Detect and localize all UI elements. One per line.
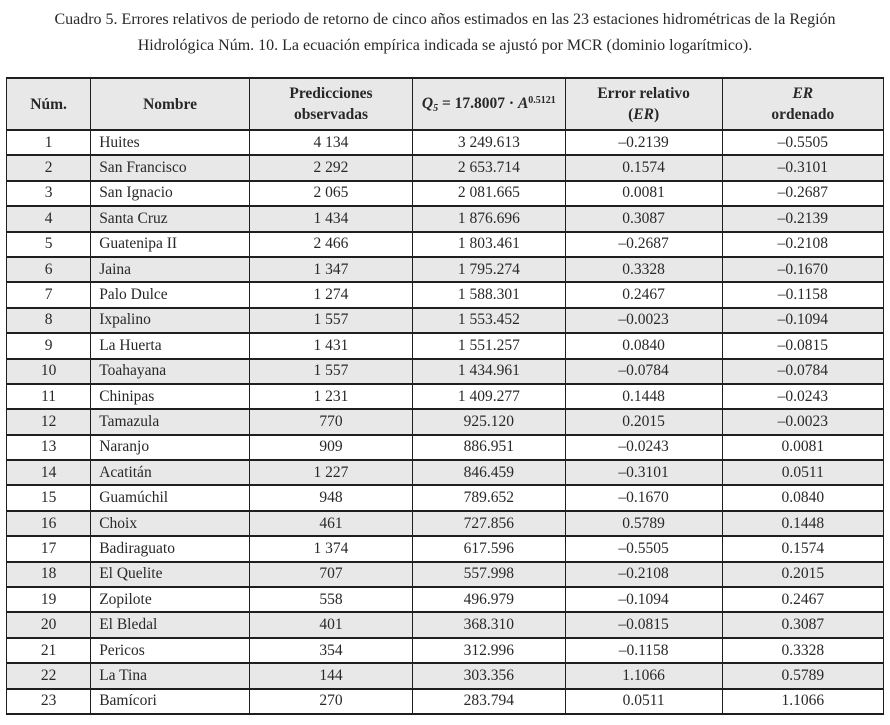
cell-num: 16 <box>7 511 91 536</box>
cell-error-relativo: 0.3328 <box>565 257 722 282</box>
cell-q5: 846.459 <box>413 460 566 485</box>
data-table <box>6 77 884 715</box>
cell-q5: 303.356 <box>413 663 566 688</box>
cell-num: 9 <box>7 333 91 358</box>
cell-nombre: Huites <box>91 130 250 155</box>
caption-line-1: Cuadro 5. Errores relativos de periodo de retorno de cinco años estimados en las 23 estaciones hidrométricas de la Región <box>54 11 836 28</box>
cell-num: 7 <box>7 282 91 307</box>
cell-num: 8 <box>7 308 91 333</box>
formula-coefficient: = 17.8007 · <box>438 94 518 112</box>
cell-num: 4 <box>7 206 91 231</box>
cell-q5: 3 249.613 <box>413 130 566 155</box>
col-header-num-label: Núm. <box>30 95 67 113</box>
cell-predicciones: 1 227 <box>249 460 412 485</box>
cell-q5: 557.998 <box>413 562 566 587</box>
cell-predicciones: 909 <box>249 435 412 460</box>
cell-er-ordenado: 0.1448 <box>722 511 883 536</box>
cell-error-relativo: 0.5789 <box>565 511 722 536</box>
cell-er-ordenado: 0.0511 <box>722 460 883 485</box>
cell-er-ordenado: 1.1066 <box>722 689 883 714</box>
cell-predicciones: 2 292 <box>249 155 412 180</box>
cell-nombre: Tamazula <box>91 409 250 434</box>
cell-error-relativo: –0.1158 <box>565 638 722 663</box>
cell-num: 15 <box>7 485 91 510</box>
table-row <box>7 485 884 510</box>
cell-nombre: El Quelite <box>91 562 250 587</box>
cell-predicciones: 707 <box>249 562 412 587</box>
cell-q5: 312.996 <box>413 638 566 663</box>
cell-error-relativo: –0.5505 <box>565 536 722 561</box>
cell-nombre: Pericos <box>91 638 250 663</box>
cell-q5: 1 795.274 <box>413 257 566 282</box>
cell-num: 13 <box>7 435 91 460</box>
table-row <box>7 308 884 333</box>
cell-er-ordenado: 0.3087 <box>722 612 883 637</box>
cell-error-relativo: –0.0784 <box>565 359 722 384</box>
col-header-er-ordenado <box>722 78 883 130</box>
er-ordenado-line1: ER <box>792 85 814 102</box>
table-caption <box>0 7 890 59</box>
cell-num: 2 <box>7 155 91 180</box>
cell-nombre: La Huerta <box>91 333 250 358</box>
cell-num: 3 <box>7 181 91 206</box>
cell-nombre: El Bledal <box>91 612 250 637</box>
predicciones-line2: observadas <box>293 106 369 123</box>
cell-nombre: Choix <box>91 511 250 536</box>
cell-er-ordenado: –0.2108 <box>722 232 883 257</box>
cell-num: 11 <box>7 384 91 409</box>
cell-er-ordenado: –0.5505 <box>722 130 883 155</box>
table-row <box>7 232 884 257</box>
cell-error-relativo: –0.2139 <box>565 130 722 155</box>
cell-nombre: Santa Cruz <box>91 206 250 231</box>
cell-predicciones: 270 <box>249 689 412 714</box>
cell-er-ordenado: –0.0815 <box>722 333 883 358</box>
table-row <box>7 206 884 231</box>
cell-num: 23 <box>7 689 91 714</box>
cell-er-ordenado: 0.2467 <box>722 587 883 612</box>
col-header-formula <box>413 78 566 130</box>
formula-variable-a: A <box>517 94 529 112</box>
cell-q5: 1 876.696 <box>413 206 566 231</box>
cell-predicciones: 1 557 <box>249 308 412 333</box>
cell-er-ordenado: –0.1094 <box>722 308 883 333</box>
header-row <box>7 78 884 130</box>
cell-nombre: Palo Dulce <box>91 282 250 307</box>
table-row <box>7 638 884 663</box>
cell-error-relativo: –0.0023 <box>565 308 722 333</box>
cell-num: 21 <box>7 638 91 663</box>
formula-subscript: 5 <box>433 102 439 114</box>
cell-nombre: La Tina <box>91 663 250 688</box>
table-row <box>7 130 884 155</box>
cell-num: 12 <box>7 409 91 434</box>
cell-error-relativo: –0.2687 <box>565 232 722 257</box>
cell-num: 19 <box>7 587 91 612</box>
cell-q5: 1 588.301 <box>413 282 566 307</box>
cell-er-ordenado: –0.0243 <box>722 384 883 409</box>
table-body <box>7 130 884 714</box>
cell-predicciones: 1 374 <box>249 536 412 561</box>
cell-predicciones: 1 434 <box>249 206 412 231</box>
cell-error-relativo: 0.2015 <box>565 409 722 434</box>
table-row <box>7 333 884 358</box>
cell-predicciones: 1 274 <box>249 282 412 307</box>
cell-predicciones: 1 557 <box>249 359 412 384</box>
cell-q5: 1 803.461 <box>413 232 566 257</box>
cell-error-relativo: 0.0840 <box>565 333 722 358</box>
cell-q5: 1 434.961 <box>413 359 566 384</box>
col-header-nombre-label: Nombre <box>143 95 198 113</box>
cell-error-relativo: –0.1094 <box>565 587 722 612</box>
table-row <box>7 562 884 587</box>
cell-error-relativo: 0.3087 <box>565 206 722 231</box>
table-row <box>7 359 884 384</box>
cell-predicciones: 2 466 <box>249 232 412 257</box>
cell-predicciones: 1 231 <box>249 384 412 409</box>
cell-error-relativo: –0.3101 <box>565 460 722 485</box>
col-header-num <box>7 78 91 130</box>
table-row <box>7 155 884 180</box>
cell-num: 6 <box>7 257 91 282</box>
cell-q5: 1 409.277 <box>413 384 566 409</box>
cell-nombre: Badiraguato <box>91 536 250 561</box>
cell-num: 10 <box>7 359 91 384</box>
cell-er-ordenado: 0.0840 <box>722 485 883 510</box>
cell-q5: 2 081.665 <box>413 181 566 206</box>
col-header-error-relativo <box>565 78 722 130</box>
caption-line-2: Hidrológica Núm. 10. La ecuación empírica indicada se ajustó por MCR (dominio logarítmico). <box>137 37 753 54</box>
cell-nombre: Acatitán <box>91 460 250 485</box>
cell-predicciones: 558 <box>249 587 412 612</box>
table-row <box>7 536 884 561</box>
cell-error-relativo: 1.1066 <box>565 663 722 688</box>
cell-er-ordenado: 0.2015 <box>722 562 883 587</box>
cell-nombre: Chinipas <box>91 384 250 409</box>
cell-er-ordenado: –0.2687 <box>722 181 883 206</box>
cell-q5: 283.794 <box>413 689 566 714</box>
predicciones-line1: Predicciones <box>289 85 373 102</box>
cell-nombre: Naranjo <box>91 435 250 460</box>
table-row <box>7 612 884 637</box>
cell-num: 17 <box>7 536 91 561</box>
cell-er-ordenado: –0.3101 <box>722 155 883 180</box>
error-paren-open: ( <box>628 106 634 123</box>
cell-num: 1 <box>7 130 91 155</box>
error-relativo-line1: Error relativo <box>597 85 690 102</box>
cell-predicciones: 4 134 <box>249 130 412 155</box>
cell-nombre: Zopilote <box>91 587 250 612</box>
cell-nombre: Bamícori <box>91 689 250 714</box>
table-row <box>7 663 884 688</box>
cell-num: 22 <box>7 663 91 688</box>
cell-er-ordenado: –0.1670 <box>722 257 883 282</box>
error-er-label: ER <box>633 106 654 123</box>
cell-num: 18 <box>7 562 91 587</box>
formula-exponent: 0.5121 <box>528 94 556 106</box>
cell-er-ordenado: 0.1574 <box>722 536 883 561</box>
table-row <box>7 384 884 409</box>
table-row <box>7 257 884 282</box>
cell-num: 14 <box>7 460 91 485</box>
cell-nombre: Jaina <box>91 257 250 282</box>
cell-predicciones: 401 <box>249 612 412 637</box>
cell-q5: 368.310 <box>413 612 566 637</box>
cell-nombre: Toahayana <box>91 359 250 384</box>
error-paren-close: ) <box>653 106 660 123</box>
table-row <box>7 181 884 206</box>
cell-error-relativo: –0.0815 <box>565 612 722 637</box>
cell-predicciones: 461 <box>249 511 412 536</box>
cell-nombre: Guamúchil <box>91 485 250 510</box>
cell-error-relativo: 0.2467 <box>565 282 722 307</box>
cell-q5: 1 551.257 <box>413 333 566 358</box>
cell-error-relativo: 0.0511 <box>565 689 722 714</box>
cell-nombre: Ixpalino <box>91 308 250 333</box>
cell-q5: 496.979 <box>413 587 566 612</box>
cell-er-ordenado: –0.0023 <box>722 409 883 434</box>
cell-error-relativo: –0.2108 <box>565 562 722 587</box>
cell-predicciones: 1 347 <box>249 257 412 282</box>
formula-variable-q: Q <box>421 94 434 112</box>
cell-error-relativo: 0.1574 <box>565 155 722 180</box>
table-row <box>7 460 884 485</box>
cell-predicciones: 354 <box>249 638 412 663</box>
cell-q5: 617.596 <box>413 536 566 561</box>
cell-predicciones: 144 <box>249 663 412 688</box>
cell-predicciones: 948 <box>249 485 412 510</box>
cell-q5: 727.856 <box>413 511 566 536</box>
cell-predicciones: 1 431 <box>249 333 412 358</box>
cell-predicciones: 2 065 <box>249 181 412 206</box>
cell-num: 20 <box>7 612 91 637</box>
cell-error-relativo: 0.0081 <box>565 181 722 206</box>
col-header-predicciones <box>249 78 412 130</box>
cell-q5: 886.951 <box>413 435 566 460</box>
table-row <box>7 409 884 434</box>
cell-error-relativo: –0.0243 <box>565 435 722 460</box>
cell-er-ordenado: –0.0784 <box>722 359 883 384</box>
cell-er-ordenado: –0.2139 <box>722 206 883 231</box>
cell-q5: 1 553.452 <box>413 308 566 333</box>
cell-error-relativo: –0.1670 <box>565 485 722 510</box>
cell-predicciones: 770 <box>249 409 412 434</box>
cell-nombre: San Ignacio <box>91 181 250 206</box>
col-header-nombre <box>91 78 250 130</box>
cell-er-ordenado: –0.1158 <box>722 282 883 307</box>
cell-num: 5 <box>7 232 91 257</box>
table-row <box>7 435 884 460</box>
cell-er-ordenado: 0.3328 <box>722 638 883 663</box>
table-row <box>7 282 884 307</box>
cell-nombre: San Francisco <box>91 155 250 180</box>
er-ordenado-line2: ordenado <box>771 106 835 123</box>
cell-q5: 925.120 <box>413 409 566 434</box>
cell-nombre: Guatenipa II <box>91 232 250 257</box>
cell-q5: 2 653.714 <box>413 155 566 180</box>
cell-q5: 789.652 <box>413 485 566 510</box>
table-row <box>7 511 884 536</box>
table-row <box>7 689 884 714</box>
cell-er-ordenado: 0.0081 <box>722 435 883 460</box>
cell-er-ordenado: 0.5789 <box>722 663 883 688</box>
cell-error-relativo: 0.1448 <box>565 384 722 409</box>
table-row <box>7 587 884 612</box>
